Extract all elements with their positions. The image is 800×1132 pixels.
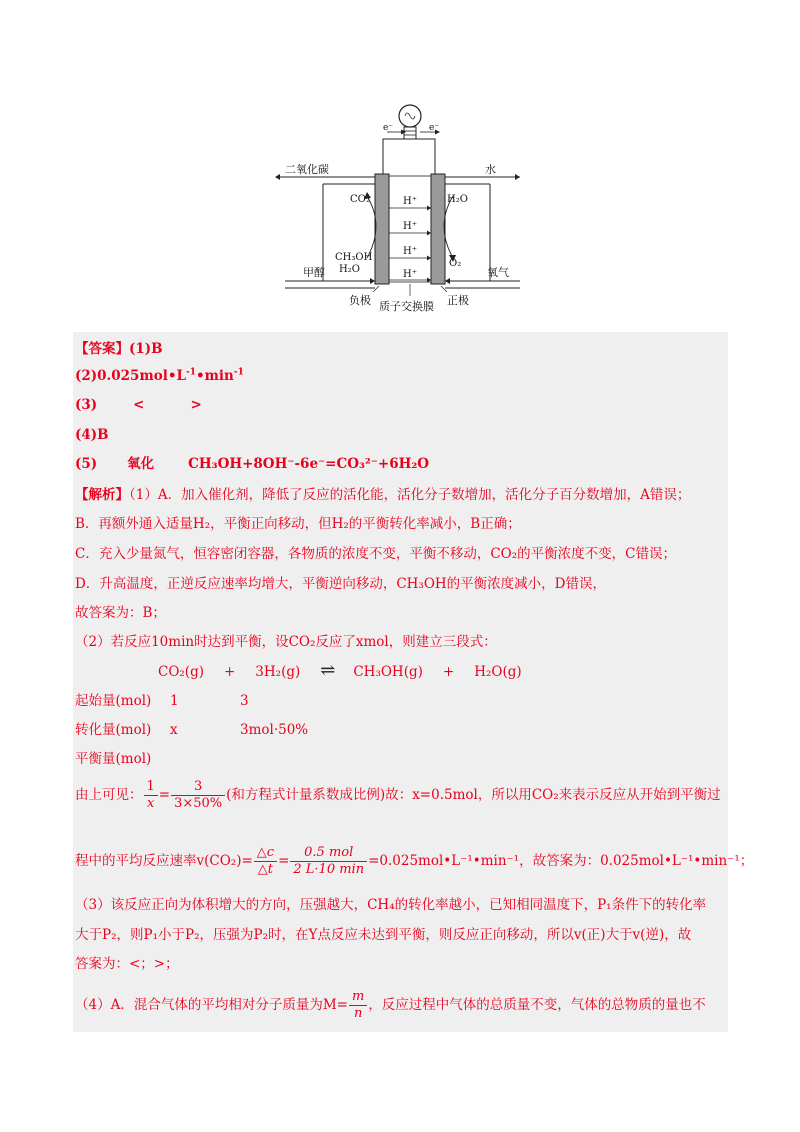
- answer-2-text: (2)0.025mol•L: [75, 368, 186, 384]
- electron-label-right: e⁻: [429, 123, 440, 133]
- frac-num: △c: [254, 845, 277, 862]
- analysis-p5: 故答案为：B；: [75, 605, 166, 621]
- frac-den: x: [146, 796, 155, 811]
- frac-num: 1: [144, 779, 158, 796]
- equals-sign: =: [278, 853, 290, 869]
- stage-row-2: [75, 720, 309, 740]
- fuel-cell-svg: [275, 96, 525, 316]
- answer-1: (1)B: [129, 341, 163, 357]
- answer-3-num: (3): [75, 397, 98, 413]
- answer-line-5: [75, 454, 429, 474]
- fraction-1-over-x: [144, 779, 158, 812]
- answer-5-equation: CH₃OH+8OH⁻-6e⁻=CO₃²⁻+6H₂O: [188, 456, 430, 472]
- row2-value-2: 3mol·50%: [240, 722, 309, 738]
- answer-3-value-1: <: [133, 397, 145, 413]
- negative-electrode: [375, 174, 389, 284]
- stage-row-3: [75, 749, 151, 769]
- answer-2-mid: •min: [195, 368, 234, 384]
- light-bulb-icon: [399, 105, 421, 139]
- analysis-p3: C．充入少量氮气，恒容密闭容器，各物质的浓度不变，平衡不移动，CO₂的平衡浓度不变，C错误；: [75, 546, 676, 562]
- analysis-p8-pre: 程中的平均反应速率v(CO₂)=: [75, 853, 253, 869]
- answer-5-num: (5): [75, 456, 98, 472]
- analysis-p7-post: (和方程式计量系数成比例)故：x=0.5mol，所以用CO₂来表示反应从开始到平衡过: [226, 787, 721, 803]
- analysis-line-7: [75, 778, 721, 812]
- positive-electrode: [431, 174, 445, 284]
- negative-label: 负极: [349, 294, 371, 307]
- analysis-heading: 【解析】: [75, 487, 129, 503]
- co2-label: CO₂: [350, 194, 370, 205]
- row2-value-1: x: [170, 722, 178, 738]
- fraction-3-over-3x50: [171, 779, 225, 812]
- water-out-label: 水: [485, 163, 496, 176]
- h2o-label: H₂O: [447, 194, 468, 205]
- analysis-line-4: [75, 574, 606, 594]
- analysis-line-3: [75, 544, 676, 564]
- frac-den: △t: [257, 862, 274, 877]
- frac-num: m: [349, 989, 367, 1006]
- analysis-line-11: [75, 954, 179, 974]
- answer-2-sup2: -1: [233, 367, 244, 378]
- o2-label: O₂: [449, 258, 462, 269]
- h-plus-label-4: H⁺: [403, 269, 417, 280]
- analysis-line-9: [75, 895, 706, 915]
- oxygen-in-label: 氧气: [487, 266, 509, 279]
- eq-plus-2: +: [442, 664, 455, 680]
- row1-value-2: 3: [240, 693, 249, 709]
- electron-label-left: e⁻: [383, 123, 394, 133]
- analysis-p4: D．升高温度，正逆反应速率均增大，平衡逆向移动，CH₃OH的平衡浓度减小，D错误，: [75, 576, 607, 592]
- row1-value-1: 1: [170, 693, 179, 709]
- answer-3-value-2: >: [190, 397, 202, 413]
- analysis-p2: B．再额外通入适量H₂，平衡正向移动，但H₂的平衡转化率减小，B正确；: [75, 516, 521, 532]
- frac-den: 3×50%: [174, 796, 223, 811]
- answer-line-3: [75, 395, 202, 415]
- analysis-p8-post: =0.025mol•L⁻¹•min⁻¹，故答案为：0.025mol•L⁻¹•min⁻¹；: [368, 853, 754, 869]
- analysis-p11: 答案为：<；>；: [75, 956, 179, 972]
- analysis-line-1: [75, 485, 690, 505]
- answer-line-1: [75, 339, 163, 359]
- equals-sign: =: [158, 787, 171, 803]
- analysis-line-12: [75, 986, 706, 1024]
- answer-line-4: [75, 425, 109, 445]
- analysis-line-10: [75, 925, 691, 945]
- answer-heading: 【答案】: [75, 341, 129, 357]
- h2o-in-label: H₂O: [339, 264, 360, 275]
- row2-label: 转化量(mol): [75, 722, 152, 738]
- fraction-m-over-n: [349, 989, 367, 1022]
- eq-ch3oh: CH₃OH(g): [353, 664, 423, 680]
- frac-num: 3: [171, 779, 225, 796]
- row1-label: 起始量(mol): [75, 693, 152, 709]
- eq-h2o: H₂O(g): [474, 664, 522, 680]
- answer-5-word: 氧化: [127, 456, 155, 472]
- frac-den: 2 L·10 min: [293, 862, 365, 877]
- analysis-p10: 大于P₂，则P₁小于P₂，压强为P₂时，在Y点反应未达到平衡，则反应正向移动，所以v(正)大于v(逆)，故: [75, 927, 692, 943]
- eq-plus-1: +: [223, 664, 236, 680]
- methanol-in-label: 甲醇: [303, 266, 325, 279]
- ch3oh-label: CH₃OH: [335, 252, 373, 263]
- analysis-line-2: [75, 514, 521, 534]
- analysis-p9: （3）该反应正向为体积增大的方向，压强越大，CH₄的转化率越小，已知相同温度下，P₁条件下的转化率: [75, 897, 707, 913]
- frac-den: n: [353, 1006, 363, 1021]
- analysis-p6: （2）若反应10min时达到平衡，设CO₂反应了xmol，则建立三段式：: [75, 634, 497, 650]
- analysis-line-8: [75, 842, 753, 880]
- analysis-p12-pre: （4）A．混合气体的平均相对分子质量为M=: [75, 997, 348, 1013]
- analysis-p7-pre: 由上可见：: [75, 787, 143, 803]
- row3-label: 平衡量(mol): [75, 751, 152, 767]
- analysis-line-5: [75, 603, 166, 623]
- analysis-line-6: [75, 632, 497, 652]
- h-plus-label-3: H⁺: [403, 246, 417, 257]
- reaction-equation: [158, 661, 522, 682]
- answer-4: (4)B: [75, 427, 109, 443]
- membrane-label: 质子交换膜: [379, 300, 434, 313]
- analysis-p1: （1）A．加入催化剂，降低了反应的活化能，活化分子数增加，活化分子百分数增加，A错误；: [129, 487, 691, 503]
- answer-line-2: [75, 366, 244, 386]
- eq-co2: CO₂(g): [158, 664, 204, 680]
- co2-out-label: 二氧化碳: [285, 163, 329, 176]
- fraction-rate-value: [290, 845, 367, 878]
- answer-2-sup1: -1: [185, 367, 196, 378]
- analysis-p12-post: ，反应过程中气体的总质量不变，气体的总物质的量也不: [368, 997, 706, 1013]
- frac-num: 0.5 mol: [290, 845, 367, 862]
- fuel-cell-diagram: [275, 96, 525, 316]
- equilibrium-arrow-icon: ⇌: [320, 660, 336, 681]
- positive-label: 正极: [447, 294, 469, 307]
- fraction-dc-dt: [254, 845, 277, 878]
- stage-row-1: [75, 691, 249, 711]
- h-plus-label-1: H⁺: [403, 196, 417, 207]
- h-plus-label-2: H⁺: [403, 221, 417, 232]
- eq-h2: 3H₂(g): [255, 664, 301, 680]
